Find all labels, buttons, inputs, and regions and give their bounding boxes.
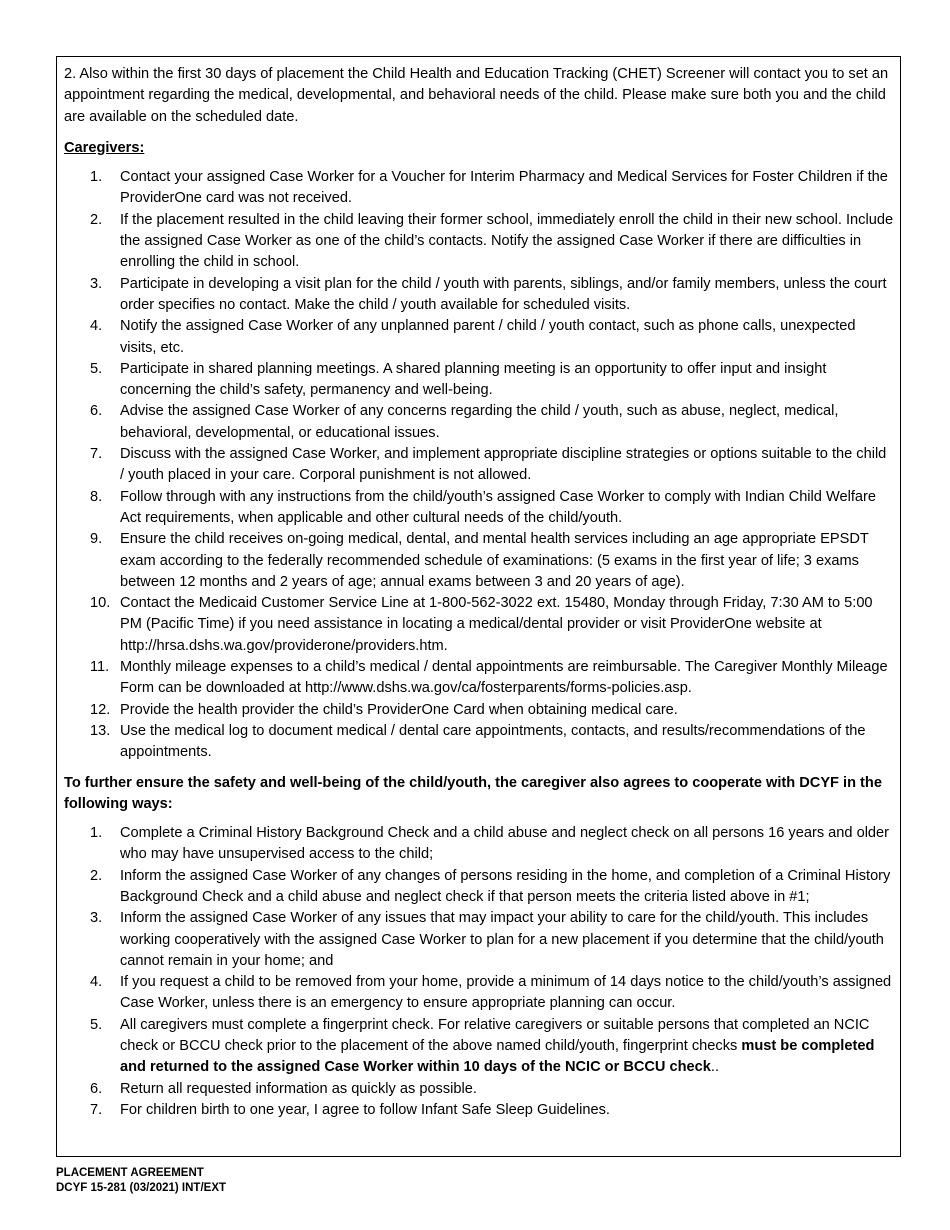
list-item: 5. All caregivers must complete a fingerprint check. For relative caregivers or suitable persons that completed an NCIC check or BCCU check prior to the placement of the above named child/youth, fingerprint checks must be completed and returned to the assigned Case Worker within 10 days of the NCIC or BCCU check.. bbox=[90, 1016, 875, 1076]
intro-paragraph: 2. Also within the first 30 days of placement the Child Health and Education Tracking (CHET) Screener will contact you to set an appointment regarding the medical, developmental, and behavioral needs of the child. Please make sure both you and the child are available on the scheduled date. bbox=[64, 66, 889, 125]
list-item: 9. Ensure the child receives on-going medical, dental, and mental health services including an age appropriate EPSDT exam according to the federally recommended schedule of examinations: (5 exams in the first year of life; 3 exams between 12 months and 2 years of age; annual exams between 3 and 20 years of age). bbox=[90, 531, 869, 590]
list-item: 7. Discuss with the assigned Case Worker, and implement appropriate discipline strategies or options suitable to the child / youth placed in your care. Corporal punishment is not allowed. bbox=[90, 446, 887, 484]
list-item: 4. If you request a child to be removed from your home, provide a minimum of 14 days notice to the child/youth’s assigned Case Worker, unless there is an emergency to ensure appropriate planning can occur. bbox=[90, 974, 892, 1012]
cooperate-list bbox=[64, 823, 894, 1121]
list-item: 4. Notify the assigned Case Worker of any unplanned parent / child / youth contact, such as phone calls, unexpected visits, etc. bbox=[90, 318, 856, 356]
footer-title: PLACEMENT AGREEMENT bbox=[56, 1167, 204, 1179]
list-item: 8. Follow through with any instructions from the child/youth’s assigned Case Worker to comply with Indian Child Welfare Act requirements, when applicable and other cultural needs of the child/youth. bbox=[90, 488, 876, 526]
list-item: 1. Contact your assigned Case Worker for a Voucher for Interim Pharmacy and Medical Services for Foster Children if the ProviderOne card was not received. bbox=[90, 169, 888, 207]
list-item: 6. Advise the assigned Case Worker of any concerns regarding the child / youth, such as abuse, neglect, medical, behavioral, developmental, or educational issues. bbox=[90, 403, 839, 441]
footer-form-id: DCYF 15-281 (03/2021) INT/EXT bbox=[56, 1181, 227, 1194]
form-footer bbox=[56, 1166, 226, 1195]
list-item: 11. Monthly mileage expenses to a child’s medical / dental appointments are reimbursable. The Caregiver Monthly Mileage Form can be downloaded at http://www.dshs.wa.gov/ca/fosterparents/forms-policies.asp. bbox=[90, 659, 888, 697]
list-item: 1. Complete a Criminal History Background Check and a child abuse and neglect check on all persons 16 years and older who may have unsupervised access to the child; bbox=[90, 825, 890, 863]
caregivers-list bbox=[64, 167, 894, 763]
list-item: 3. Participate in developing a visit plan for the child / youth with parents, siblings, and/or family members, unless the court order specifies no contact. Make the child / youth available for scheduled visits. bbox=[90, 275, 887, 313]
list-item: 12. Provide the health provider the child’s ProviderOne Card when obtaining medical care. bbox=[90, 701, 678, 718]
bold-emphasis: must be completed and returned to the assigned Case Worker within 10 days of the NCIC or BCCU check bbox=[120, 1038, 875, 1076]
document-body bbox=[64, 64, 894, 1121]
list-item: 13. Use the medical log to document medical / dental care appointments, contacts, and results/recommendations of the appointments. bbox=[90, 722, 866, 761]
list-item: 2. If the placement resulted in the child leaving their former school, immediately enroll the child in their new school. Include the assigned Case Worker as one of the child’s contacts. Notify the assigned Case Worker if there are difficulties in enrolling the child in school. bbox=[90, 211, 894, 271]
list-item: 6. Return all requested information as quickly as possible. bbox=[90, 1080, 477, 1097]
caregivers-heading: Caregivers: bbox=[64, 139, 145, 156]
list-item: 10. Contact the Medicaid Customer Service Line at 1-800-562-3022 ext. 15480, Monday through Friday, 7:30 AM to 5:00 PM (Pacific Time) if you need assistance in locating a medical/dental provider or visit ProviderOne website at http://hrsa.dshs.wa.gov/providerone/providers.htm. bbox=[90, 595, 873, 654]
list-item: 5. Participate in shared planning meetings. A shared planning meeting is an opportunity to offer input and insight concerning the child’s safety, permanency and well-being. bbox=[90, 360, 827, 399]
list-item: 7. For children birth to one year, I agree to follow Infant Safe Sleep Guidelines. bbox=[90, 1101, 610, 1118]
list-item: 3. Inform the assigned Case Worker of any issues that may impact your ability to care for the child/youth. This includes working cooperatively with the assigned Case Worker to plan for a new placement if you determine that the child/youth cannot remain in your home; and bbox=[90, 910, 884, 969]
list-item: 2. Inform the assigned Case Worker of any changes of persons residing in the home, and completion of a Criminal History Background Check and a child abuse and neglect check if that person meets the criteria listed above in #1; bbox=[90, 867, 891, 905]
cooperate-paragraph: To further ensure the safety and well-being of the child/youth, the caregiver also agrees to cooperate with DCYF in the following ways: bbox=[64, 774, 882, 812]
